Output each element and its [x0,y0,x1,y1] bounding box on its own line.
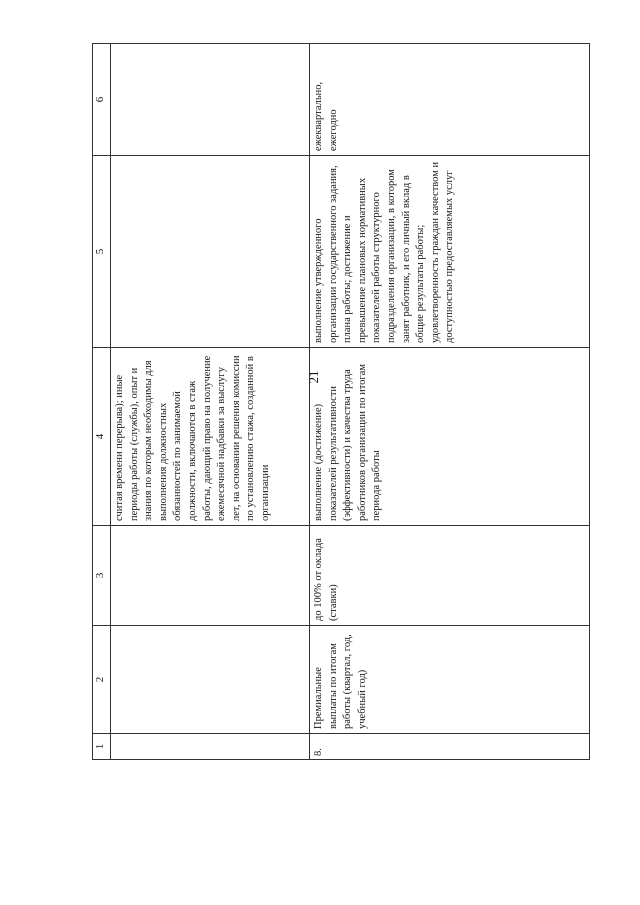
page-number: 21 [306,370,321,384]
continuation-cell-1 [111,734,310,760]
continuation-cell-2 [111,626,310,734]
header-col-3: 3 [93,526,111,626]
payment-conditions-cell: выполнение (достижение) показателей результативности (эффективности) и качества труда работников организации по итогам периода работы [310,348,590,526]
table-row [310,44,590,760]
continuation-row [111,44,310,760]
continuation-cell-5 [111,156,310,348]
payment-criteria-cell: выполнение утвержденного организации государственного задания, плана работы; достижение и превышение плановых нормативных показателей работы структурного подразделения организации, в котором занят работник, и его личный вклад в общие результаты работы; удовлетворенность граждан качеством и доступностью предоставляемых услуг [310,156,590,348]
header-col-1: 1 [93,734,111,760]
header-col-4: 4 [93,348,111,526]
payments-table [92,43,590,760]
row-number: 8. [310,734,590,760]
payment-amount-cell: до 100% от оклада (ставки) [310,526,590,626]
payment-name-cell: Премиальные выплаты по итогам работы (квартал, год, учебный год) [310,626,590,734]
table-header-row [93,44,111,760]
payment-periodicity-cell: ежеквартально, ежегодно [310,44,590,156]
table-rotation-frame [92,44,584,760]
rotated-table-sheet [92,44,584,760]
continuation-cell-6 [111,44,310,156]
header-col-2: 2 [93,626,111,734]
header-col-5: 5 [93,156,111,348]
continuation-cell-4: считая времени перерыва); иные периоды работы (службы), опыт и знания по которым необходимы для выполнения должностных обязанностей по занимаемой должности, включаются в стаж работы, дающий право на получение ежемесячной надбавки за выслугу лет, на основании решения комиссии по установлению стажа, созданной в организации [111,348,310,526]
header-col-6: 6 [93,44,111,156]
continuation-cell-3 [111,526,310,626]
